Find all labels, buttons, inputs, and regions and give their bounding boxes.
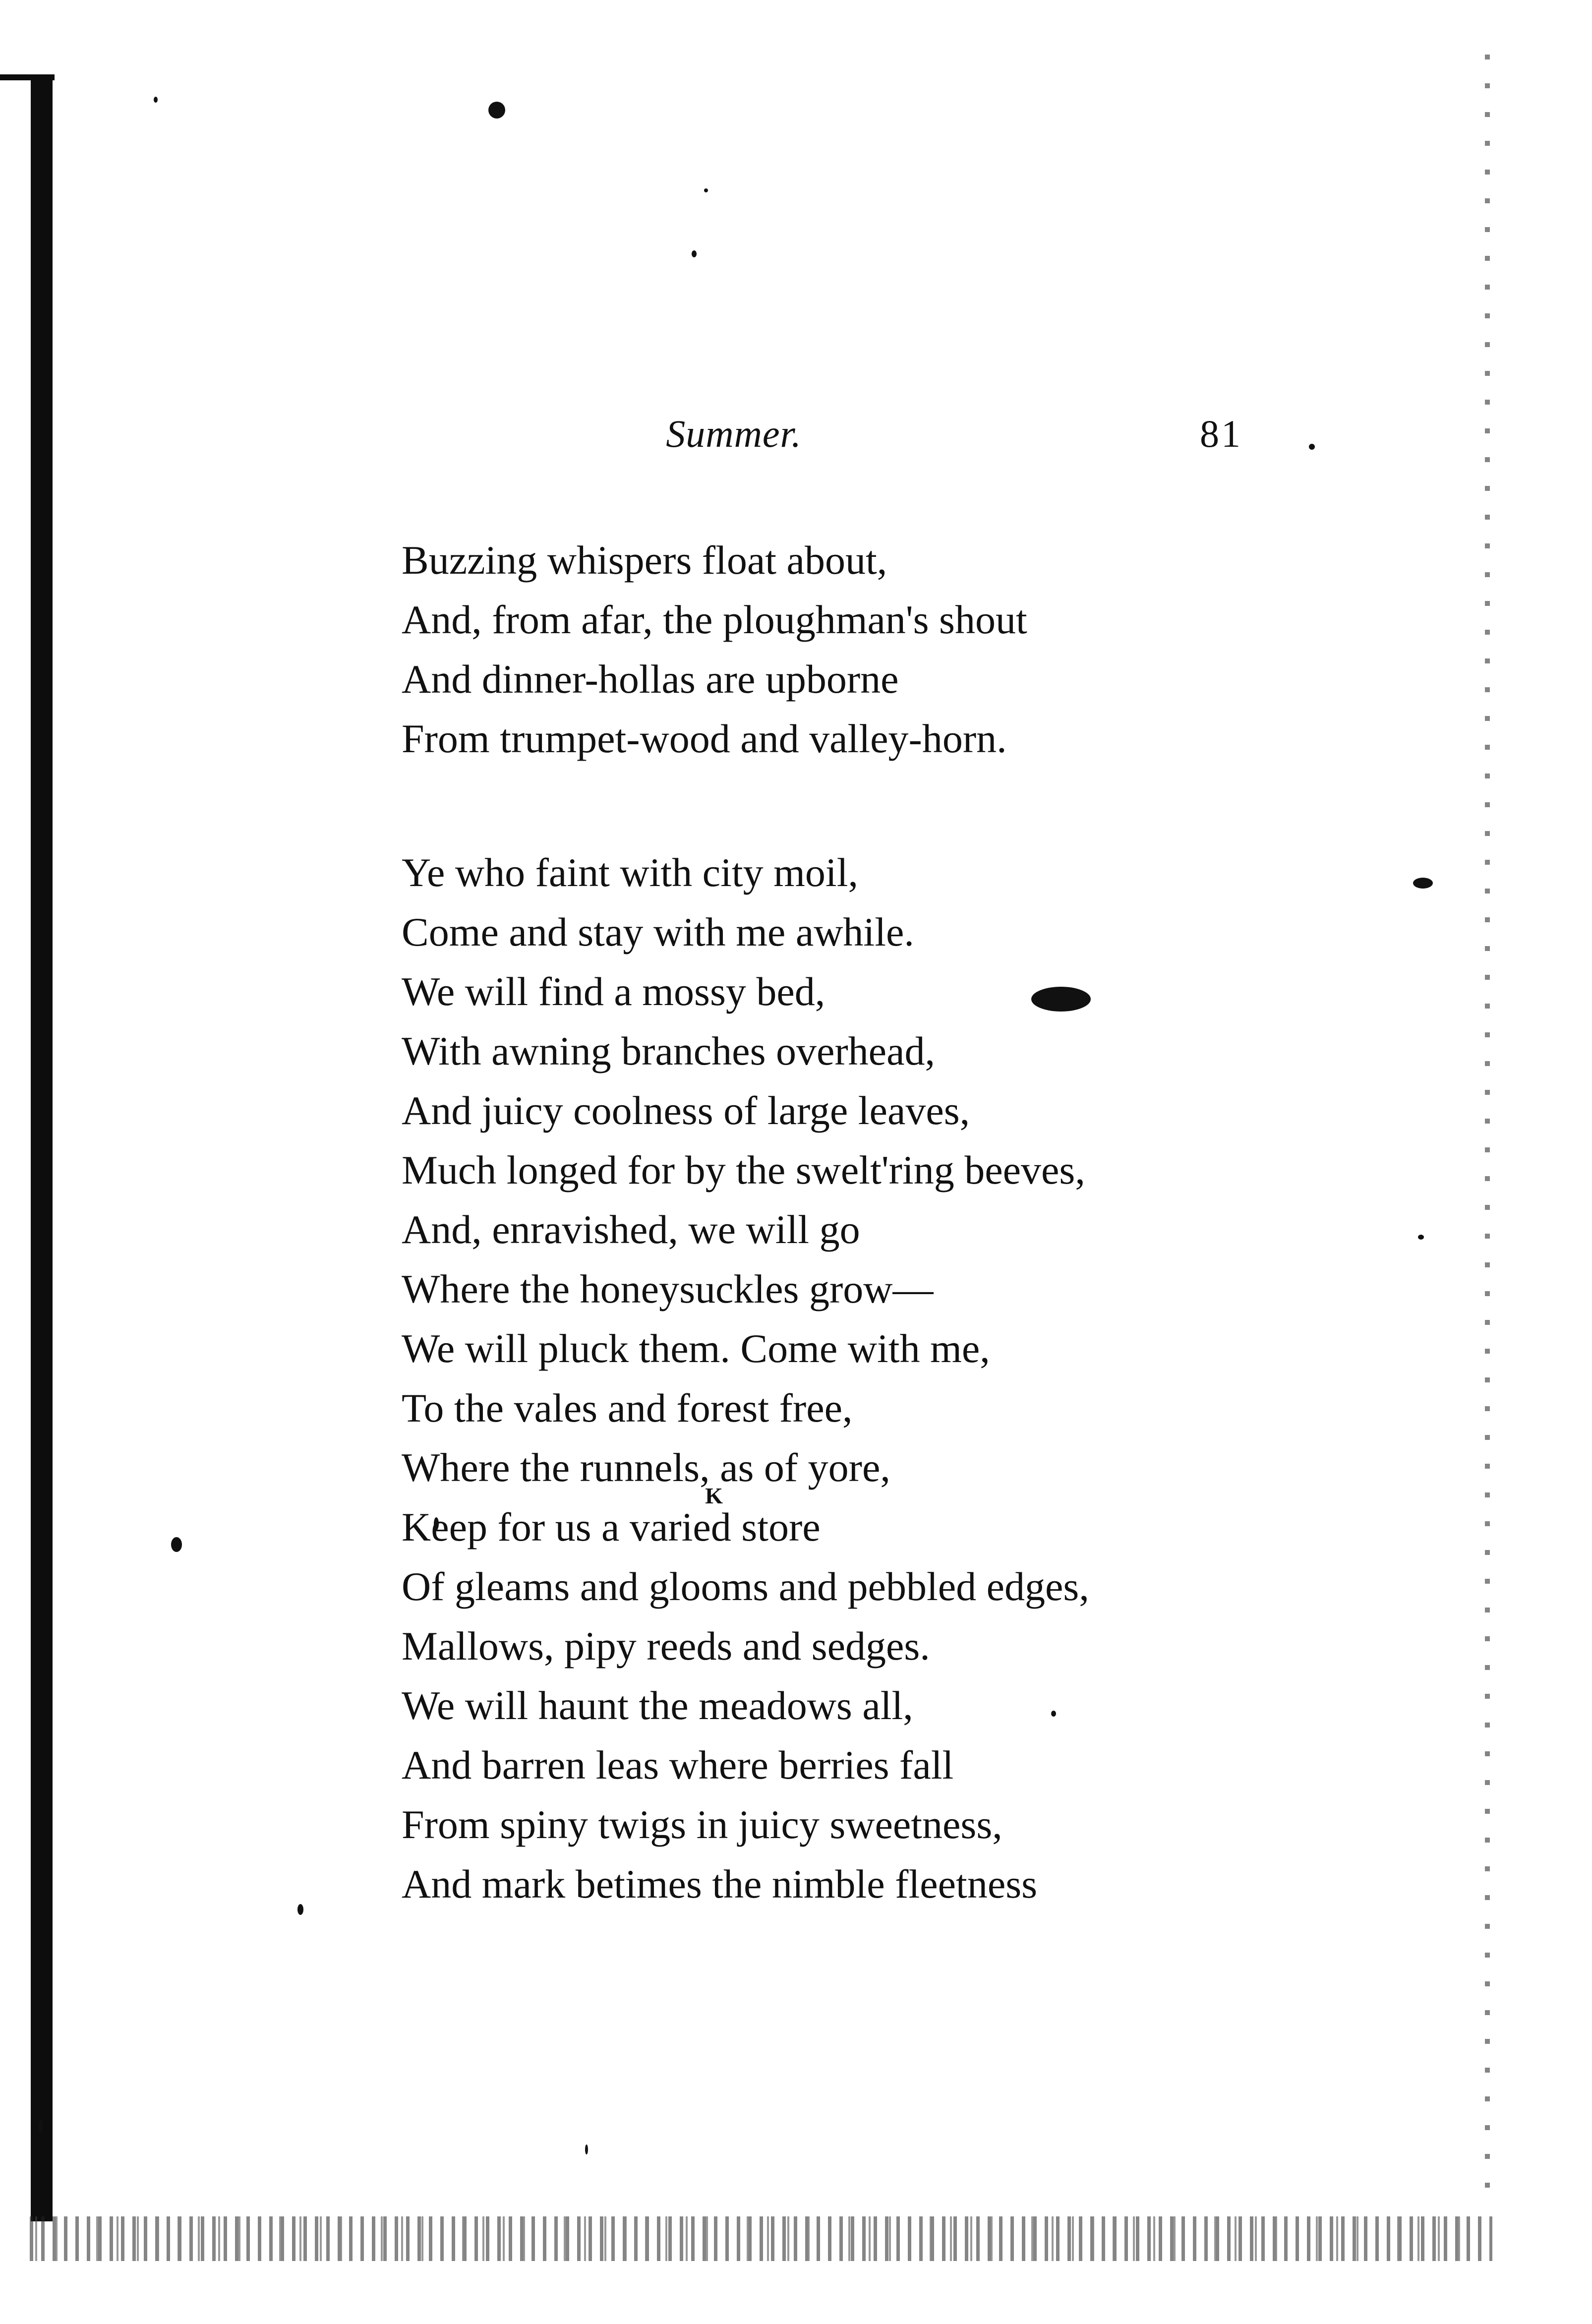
poem-line: And, from afar, the ploughman's shout xyxy=(402,597,1027,642)
poem-line: And dinner-hollas are upborne xyxy=(402,656,899,702)
poem-line: And juicy coolness of large leaves, xyxy=(402,1088,970,1133)
poem-line: And, enravished, we will go xyxy=(402,1207,860,1252)
poem-line: Keep for us a varied store xyxy=(402,1504,821,1549)
page-number: 81 xyxy=(1200,412,1242,455)
poem-line: To the vales and forest free, xyxy=(402,1385,853,1430)
poem-line: And mark betimes the nimble fleetness xyxy=(402,1861,1038,1907)
poem-line: Much longed for by the swelt'ring beeves, xyxy=(402,1147,1085,1192)
stanza-1 xyxy=(402,531,1220,769)
poem-line: Buzzing whispers float about, xyxy=(402,537,887,583)
poem-line: From trumpet-wood and valley-horn. xyxy=(402,716,1007,761)
page-edge-bottom xyxy=(30,2216,1492,2261)
poem-line: We will pluck them. Come with me, xyxy=(402,1326,990,1371)
signature-mark: K xyxy=(705,1483,723,1508)
poem-line: Where the honeysuckles grow— xyxy=(402,1266,934,1311)
poem-line: With awning branches overhead, xyxy=(402,1028,935,1073)
poem-line: We will find a mossy bed, xyxy=(402,969,825,1014)
poem-line: Where the runnels, as of yore, xyxy=(402,1445,890,1490)
page-edge-right xyxy=(1485,55,1490,2206)
poem-line: We will haunt the meadows all, xyxy=(402,1683,913,1728)
poem-line: Of gleams and glooms and pebbled edges, xyxy=(402,1564,1089,1609)
poem-line: And barren leas where berries fall xyxy=(402,1742,954,1788)
stanza-2 xyxy=(402,843,1220,1914)
poem-line: Mallows, pipy reeds and sedges. xyxy=(402,1623,930,1669)
poem-line: Ye who faint with city moil, xyxy=(402,850,858,895)
running-title: Summer. xyxy=(666,412,802,455)
binding-edge xyxy=(31,74,53,2221)
poem-line: From spiny twigs in juicy sweetness, xyxy=(402,1802,1002,1847)
poem-line: Come and stay with me awhile. xyxy=(402,909,914,954)
